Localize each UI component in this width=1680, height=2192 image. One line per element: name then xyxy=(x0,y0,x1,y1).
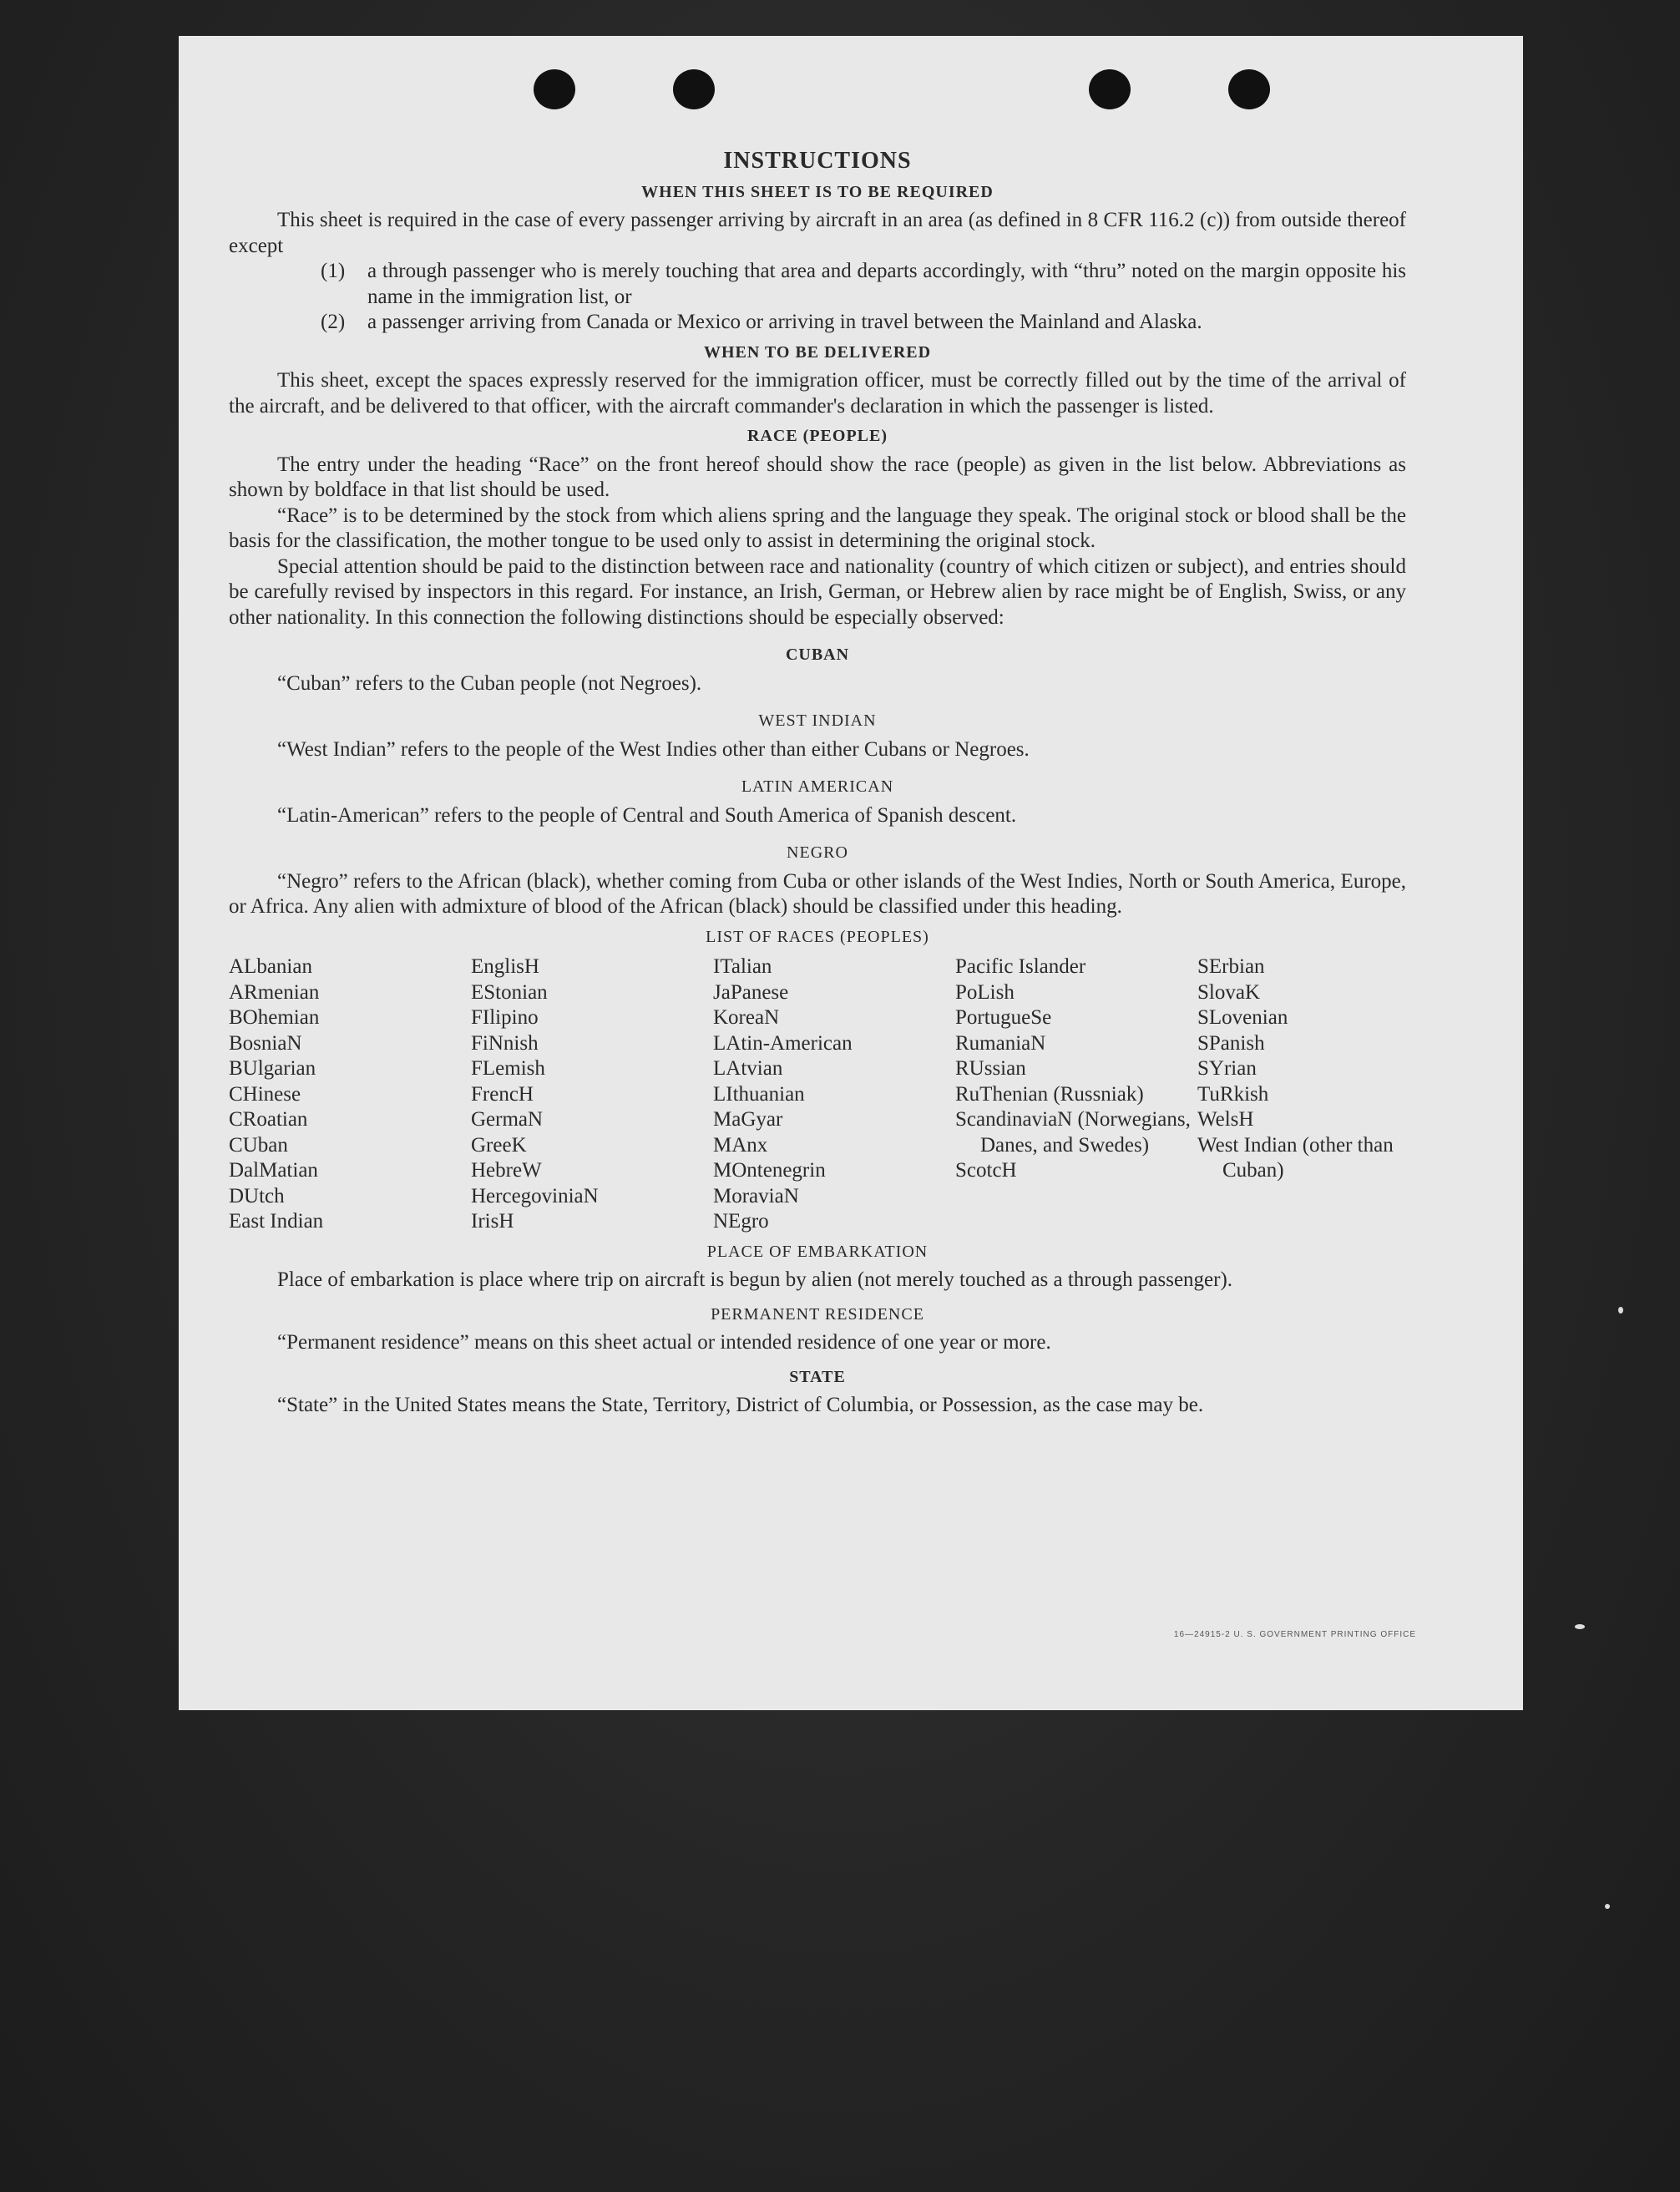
paragraph: “Latin-American” refers to the people of Central and South America of Spanish descent. xyxy=(277,803,1017,827)
race-entry: CHinese xyxy=(229,1082,301,1106)
race-entry: MoraviaN xyxy=(713,1184,799,1207)
race-entry: BOhemian xyxy=(229,1006,320,1029)
race-entry: EnglisH xyxy=(471,955,539,978)
race-entry: PortugueSe xyxy=(955,1006,1052,1029)
scan-speck xyxy=(1575,1624,1585,1629)
race-entry: PoLish xyxy=(955,980,1015,1004)
race-entry: BosniaN xyxy=(229,1031,302,1055)
punch-hole xyxy=(673,69,715,109)
scan-speck xyxy=(1618,1307,1623,1314)
section-heading: LATIN AMERICAN xyxy=(741,777,894,796)
race-entry: LAtin-American xyxy=(713,1031,853,1055)
race-entry: Pacific Islander xyxy=(955,955,1086,978)
race-entry: MaGyar xyxy=(713,1108,783,1131)
paragraph: “Race” is to be determined by the stock from which aliens spring and the language they speak. The original stock or blood shall be the basis for the classification, the mother tongue to be used only to assist in determining the original stock. xyxy=(229,504,1406,552)
paragraph: Place of embarkation is place where trip on aircraft is begun by alien (not merely touched as a through passenger). xyxy=(277,1268,1233,1291)
punch-hole xyxy=(1228,69,1270,109)
paragraph: This sheet, except the spaces expressly reserved for the immigration officer, must be correctly filled out by the time of the arrival of the aircraft, and be delivered to that officer, with the aircraft commander's declaration in which the passenger is listed. xyxy=(229,369,1406,418)
race-entry: HercegoviniaN xyxy=(471,1184,599,1207)
paragraph: This sheet is required in the case of every passenger arriving by aircraft in an area (as defined in 8 CFR 116.2 (c)) from outside thereof except xyxy=(229,209,1406,257)
document-sheet xyxy=(179,36,1523,1710)
race-entry: DalMatian xyxy=(229,1159,318,1182)
race-entry: MAnx xyxy=(713,1133,768,1157)
race-column xyxy=(955,954,1197,1235)
race-entry: NEgro xyxy=(713,1210,769,1233)
race-entry: RumaniaN xyxy=(955,1031,1046,1055)
printer-mark: 16—24915-2 U. S. GOVERNMENT PRINTING OFFICE xyxy=(1173,1630,1416,1639)
race-entry: SPanish xyxy=(1197,1031,1265,1055)
race-entry: SLovenian xyxy=(1197,1006,1288,1029)
punch-hole xyxy=(1089,69,1131,109)
race-entry: CUban xyxy=(229,1133,288,1157)
race-entry: GreeK xyxy=(471,1133,527,1157)
paragraph: “Permanent residence” means on this sheet actual or intended residence of one year or more. xyxy=(277,1331,1051,1354)
race-entry: FIlipino xyxy=(471,1006,539,1029)
document-body xyxy=(229,149,1406,1419)
paragraph: “Negro” refers to the African (black), whether coming from Cuba or other islands of the West Indies, North or South America, Europe, or Africa. Any alien with admixture of blood of the African (black) should be classified under this heading. xyxy=(229,869,1406,918)
section-heading: NEGRO xyxy=(787,843,848,862)
section-heading: LIST OF RACES (PEOPLES) xyxy=(706,927,929,946)
race-entry: CRoatian xyxy=(229,1108,308,1131)
race-column xyxy=(229,954,471,1235)
race-entry: ALbanian xyxy=(229,955,312,978)
race-entry: MOntenegrin xyxy=(713,1159,826,1182)
race-entry: IrisH xyxy=(471,1210,514,1233)
item-text: a passenger arriving from Canada or Mexico or arriving in travel between the Mainland and Alaska. xyxy=(367,311,1202,333)
race-entry: ARmenian xyxy=(229,980,320,1004)
race-entry: DUtch xyxy=(229,1184,285,1207)
punch-hole xyxy=(534,69,575,109)
race-column xyxy=(713,954,955,1235)
item-number: (1) xyxy=(321,260,346,282)
race-entry: RUssian xyxy=(955,1057,1026,1080)
race-entry: WelsH xyxy=(1197,1108,1254,1131)
race-entry: GermaN xyxy=(471,1108,544,1131)
race-entry: West Indian (other than Cuban) xyxy=(1197,1133,1394,1182)
section-heading: PLACE OF EMBARKATION xyxy=(706,1242,929,1261)
race-entry: FLemish xyxy=(471,1057,545,1080)
race-entry: EStonian xyxy=(471,980,548,1004)
race-entry: HebreW xyxy=(471,1159,542,1182)
race-column xyxy=(1197,954,1406,1235)
section-heading: RACE (PEOPLE) xyxy=(747,427,888,445)
race-entry: SErbian xyxy=(1197,955,1265,978)
item-number: (2) xyxy=(321,311,346,333)
paragraph: Special attention should be paid to the distinction between race and nationality (country of which citizen or subject), and entries should be carefully revised by inspectors in this regard. For instance, an Irish, German, or Hebrew alien by race might be of English, Swiss, or any other nationality. In this connection the following distinctions should be especially observed: xyxy=(229,554,1406,629)
section-heading: STATE xyxy=(789,1367,846,1386)
race-entry: FrencH xyxy=(471,1082,534,1106)
race-column xyxy=(471,954,713,1235)
race-list xyxy=(229,954,1406,1235)
list-item xyxy=(229,310,1406,336)
section-heading: CUBAN xyxy=(785,645,850,664)
race-entry: SlovaK xyxy=(1197,980,1260,1004)
list-item xyxy=(229,259,1406,310)
race-entry: RuThenian (Russniak) xyxy=(955,1082,1144,1106)
section-heading: WHEN THIS SHEET IS TO BE REQUIRED xyxy=(641,182,994,201)
section-heading: WEST INDIAN xyxy=(758,711,877,730)
race-entry: KoreaN xyxy=(713,1006,780,1029)
paragraph: The entry under the heading “Race” on the front hereof should show the race (people) as given in the list below. Abbreviations as shown by boldface in that list should be used. xyxy=(229,453,1406,501)
section-heading: PERMANENT RESIDENCE xyxy=(711,1304,924,1324)
page-title: INSTRUCTIONS xyxy=(723,148,912,174)
race-entry: LAtvian xyxy=(713,1057,783,1080)
race-entry: ScotcH xyxy=(955,1159,1017,1182)
race-entry: ITalian xyxy=(713,955,772,978)
race-entry: JaPanese xyxy=(713,980,789,1004)
race-entry: BUlgarian xyxy=(229,1057,316,1080)
race-entry: LIthuanian xyxy=(713,1082,805,1106)
paragraph: “Cuban” refers to the Cuban people (not Negroes). xyxy=(277,671,702,695)
scan-speck xyxy=(1605,1904,1610,1909)
paragraph: “West Indian” refers to the people of the West Indies other than either Cubans or Negroes. xyxy=(277,737,1030,761)
paragraph: “State” in the United States means the State, Territory, District of Columbia, or Possession, as the case may be. xyxy=(277,1394,1204,1416)
race-entry: TuRkish xyxy=(1197,1082,1269,1106)
race-entry: SYrian xyxy=(1197,1057,1257,1080)
race-entry: ScandinaviaN (Norwegians, Danes, and Swedes) xyxy=(955,1108,1191,1157)
race-entry: East Indian xyxy=(229,1210,324,1233)
section-heading: WHEN TO BE DELIVERED xyxy=(703,342,932,362)
race-entry: FiNnish xyxy=(471,1031,539,1055)
item-text: a through passenger who is merely touching that area and departs accordingly, with “thru” noted on the margin opposite his name in the immigration list, or xyxy=(367,260,1406,308)
